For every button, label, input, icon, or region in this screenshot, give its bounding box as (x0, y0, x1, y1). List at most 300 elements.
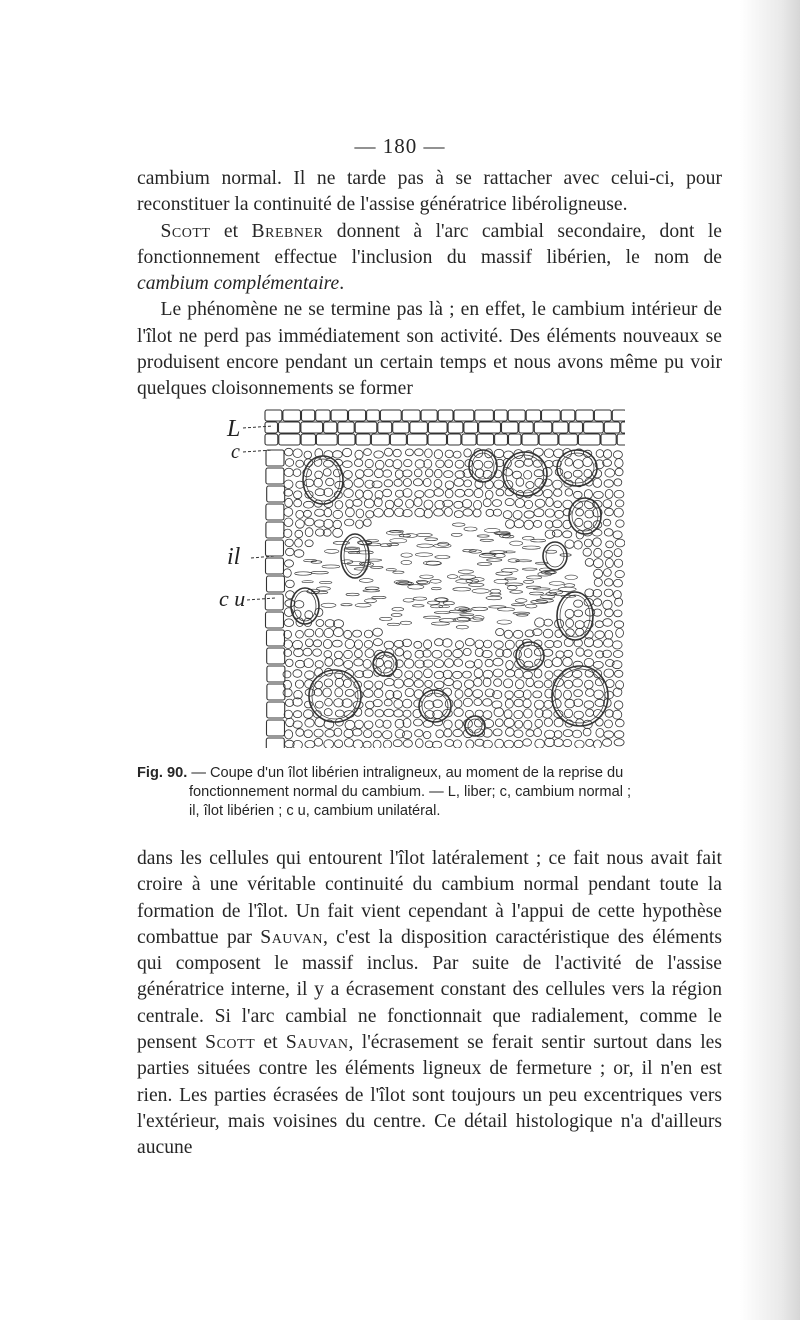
cell (346, 500, 354, 508)
cell (463, 509, 473, 516)
cell (344, 739, 353, 747)
cell (386, 531, 403, 535)
cell (514, 520, 524, 528)
cell (545, 521, 553, 529)
cell (565, 575, 578, 579)
cell (545, 738, 555, 747)
cell (284, 518, 293, 527)
cell (465, 661, 474, 668)
cell (522, 434, 538, 445)
cell (504, 718, 514, 727)
cell (605, 720, 613, 728)
cell (305, 671, 315, 679)
cell (534, 728, 542, 736)
cell (376, 720, 384, 728)
cell (526, 482, 534, 489)
cell (523, 699, 531, 708)
cell (604, 480, 613, 488)
cell (335, 710, 344, 717)
cell (494, 449, 504, 457)
cell (612, 410, 626, 421)
cell (614, 490, 624, 498)
cell (483, 711, 492, 719)
cell (462, 500, 471, 508)
cell (454, 511, 463, 518)
cell (345, 720, 355, 729)
cell (545, 509, 554, 517)
cell (324, 628, 333, 637)
cell (534, 669, 542, 678)
paragraph-text: et (255, 1032, 286, 1054)
cell (425, 469, 433, 477)
cell (578, 434, 600, 445)
cell (605, 559, 613, 568)
cell (613, 451, 622, 459)
cell (293, 711, 301, 718)
cell (403, 534, 417, 538)
cell (472, 589, 489, 593)
cell (474, 659, 482, 668)
cell (604, 422, 620, 433)
cell (506, 728, 515, 736)
cell (556, 651, 564, 658)
cell (294, 499, 302, 507)
cell (604, 551, 613, 558)
cell (325, 730, 335, 738)
cell (524, 520, 533, 529)
cell (614, 621, 623, 628)
cell (583, 548, 591, 556)
cell (474, 489, 483, 498)
cell (454, 700, 462, 708)
page-number: — 180 — (354, 134, 446, 158)
cell (405, 449, 413, 456)
cell (284, 529, 292, 537)
cell (513, 612, 530, 614)
cell (434, 509, 444, 516)
cell (364, 730, 372, 738)
cell (593, 478, 602, 487)
cell (265, 422, 278, 433)
cell (403, 470, 412, 477)
cell (506, 661, 514, 670)
cell (614, 739, 624, 746)
cell (616, 500, 624, 507)
cell (434, 450, 442, 459)
cell (294, 648, 304, 656)
cell (523, 739, 532, 746)
cell (584, 650, 592, 657)
cell (605, 609, 614, 617)
cell (384, 661, 392, 668)
cell (296, 631, 304, 639)
cell (374, 689, 383, 697)
caption-line: fonctionnement normal du cambium. — L, liber; c, cambium normal ; (189, 784, 632, 800)
cell (506, 455, 544, 493)
cell (469, 583, 484, 586)
cell (319, 581, 332, 583)
cell (453, 681, 462, 689)
cell (436, 460, 444, 468)
cell (404, 679, 414, 687)
cell (513, 511, 522, 520)
cell (438, 410, 453, 421)
cell (414, 680, 423, 688)
cell (523, 690, 531, 699)
cell (595, 679, 603, 686)
cell (325, 658, 333, 667)
cell (539, 434, 558, 445)
cell (266, 450, 284, 466)
cell (485, 490, 493, 499)
cell (544, 680, 552, 688)
cell (616, 520, 624, 527)
cell (523, 671, 532, 679)
cell (305, 528, 313, 537)
cell (466, 740, 474, 749)
cell (266, 540, 284, 556)
cell (363, 741, 371, 748)
cell (344, 661, 353, 669)
cell (315, 471, 323, 479)
cell (365, 587, 379, 590)
cell (353, 740, 363, 749)
cell (535, 719, 543, 727)
cell (605, 490, 613, 499)
cell (420, 575, 434, 578)
cell (507, 586, 517, 590)
cell (395, 719, 404, 728)
cell (565, 489, 573, 496)
cell (445, 450, 453, 458)
cell (304, 501, 314, 508)
cell (489, 606, 506, 608)
cell (593, 640, 602, 648)
cell (454, 410, 474, 421)
cell (434, 671, 444, 678)
cell (383, 731, 392, 739)
cell (594, 559, 604, 568)
cell (304, 451, 312, 459)
cell (284, 619, 293, 627)
cell (265, 594, 283, 610)
cell (494, 480, 504, 489)
cell (315, 520, 325, 527)
cell (503, 511, 512, 519)
cell (593, 538, 602, 547)
cell (464, 527, 477, 531)
cell (594, 548, 602, 557)
leader-line (243, 426, 273, 428)
cell (412, 605, 424, 607)
cell (444, 508, 452, 517)
cell (431, 622, 449, 625)
cell (305, 719, 314, 727)
cell (436, 730, 444, 738)
cell (355, 691, 363, 699)
cell (513, 630, 522, 638)
cell (494, 641, 504, 649)
cell (315, 629, 323, 638)
cell (473, 460, 482, 469)
cell (375, 681, 383, 689)
cell (497, 620, 512, 624)
cell (373, 628, 383, 636)
cell (584, 521, 592, 528)
cell (593, 609, 602, 616)
cell (484, 640, 492, 648)
cell (474, 699, 482, 706)
cell (403, 710, 411, 717)
cell (522, 568, 537, 570)
cell (424, 500, 433, 509)
cell (546, 498, 554, 507)
cell (424, 669, 433, 678)
cell (435, 639, 444, 646)
cell (323, 469, 331, 477)
cell (534, 681, 543, 688)
cell (545, 730, 555, 739)
cell (301, 422, 323, 433)
cell (464, 449, 472, 457)
cell (434, 544, 451, 548)
cell (295, 539, 303, 547)
cell (522, 546, 540, 549)
cell (324, 740, 334, 749)
cell (575, 740, 584, 748)
cell (493, 658, 503, 666)
cell (574, 600, 583, 607)
cell (594, 410, 611, 421)
cell (573, 670, 582, 677)
cell (494, 554, 505, 558)
cell (593, 590, 602, 598)
cell (554, 641, 562, 648)
cell (448, 422, 463, 433)
cell (331, 410, 347, 421)
cell (365, 480, 374, 488)
cell (414, 700, 422, 707)
leader-line (247, 598, 275, 600)
cell (477, 535, 489, 537)
cell (523, 580, 533, 583)
cell (365, 649, 374, 658)
cell (544, 660, 552, 668)
cell (505, 670, 515, 677)
cell (380, 617, 393, 620)
cell (453, 740, 461, 748)
cell (335, 688, 343, 697)
cell (356, 520, 364, 528)
cell (516, 478, 524, 486)
cell (302, 581, 313, 583)
cell (431, 587, 441, 589)
cell (460, 614, 474, 616)
cell (373, 652, 397, 676)
cell (524, 649, 532, 658)
cell (335, 740, 343, 748)
caption-line: il, îlot libérien ; c u, cambium unilatéral. (189, 803, 441, 819)
cell (333, 520, 341, 528)
cell (614, 549, 622, 557)
cell (302, 410, 315, 421)
cell (505, 699, 513, 708)
cell (483, 499, 491, 507)
cell (496, 489, 504, 496)
cell (462, 434, 476, 445)
cell (345, 689, 354, 696)
cell (573, 460, 583, 469)
cell (405, 671, 413, 679)
cell (456, 579, 473, 583)
cell (293, 640, 303, 649)
cell (403, 599, 414, 603)
cell (613, 641, 623, 649)
cell (616, 628, 624, 637)
cell (533, 691, 542, 698)
cell (316, 410, 330, 421)
author-name: Brebner (251, 220, 324, 242)
cell (605, 710, 613, 718)
cell (594, 578, 602, 586)
cell (526, 410, 540, 421)
cell (410, 422, 428, 433)
cell (414, 498, 422, 507)
cell (494, 708, 504, 717)
cell (266, 558, 284, 574)
cell (443, 670, 452, 678)
cell (516, 560, 532, 562)
cell (315, 489, 325, 496)
cell (463, 648, 471, 655)
cell (283, 569, 291, 577)
cell (364, 681, 373, 689)
cell (496, 572, 513, 575)
cell (560, 554, 571, 557)
cell (496, 629, 504, 636)
cell (473, 509, 481, 517)
cell (439, 606, 450, 608)
cell (615, 539, 625, 547)
cell (424, 509, 432, 518)
cell (407, 434, 427, 445)
cell (295, 572, 312, 575)
cell (390, 434, 406, 445)
cell (415, 730, 423, 737)
cell (447, 575, 457, 579)
cell (417, 544, 434, 548)
cell (454, 501, 463, 508)
cell (553, 480, 563, 489)
cell (279, 434, 300, 445)
cell (404, 651, 412, 659)
cell (293, 721, 302, 728)
cell (563, 531, 572, 538)
cell (414, 719, 423, 726)
cell (285, 560, 294, 567)
cell (614, 559, 622, 567)
cell (416, 739, 424, 748)
cell (345, 519, 354, 526)
cell (383, 489, 392, 497)
cell (493, 669, 503, 677)
cell (565, 699, 575, 708)
cell (394, 700, 403, 709)
paragraph: cambium normal. Il ne tarde pas à se rattacher avec celui-ci, pour reconstituer la continuité de l'assise génératrice libéroligneuse. (137, 168, 722, 216)
cell (605, 691, 614, 699)
cell (544, 700, 552, 708)
cell (474, 678, 482, 686)
cell (404, 659, 413, 668)
cell (574, 491, 583, 498)
cell (433, 700, 443, 708)
cell (514, 699, 523, 707)
cell (444, 650, 452, 657)
cell (383, 720, 391, 728)
cell (386, 569, 396, 571)
cell (511, 604, 524, 606)
cell (284, 468, 293, 476)
cell (483, 670, 493, 678)
cell (323, 688, 332, 697)
cell (315, 681, 323, 689)
cell (504, 451, 514, 459)
cell (283, 410, 301, 421)
cell (574, 711, 584, 719)
cell (563, 740, 572, 747)
cell (423, 731, 431, 738)
cell (321, 603, 336, 607)
cell (374, 451, 384, 458)
cell (486, 509, 494, 516)
cell (387, 623, 400, 625)
cell (354, 479, 364, 488)
cell (445, 740, 454, 747)
cell (304, 479, 314, 487)
cell (574, 699, 583, 707)
cell (584, 658, 594, 666)
cell (313, 649, 322, 656)
cell (286, 548, 295, 556)
cell (380, 544, 391, 547)
cell (363, 660, 371, 669)
cell (492, 701, 502, 708)
cell (363, 490, 372, 499)
cell (364, 469, 373, 476)
author-name: Sauvan (285, 1032, 349, 1054)
cell (346, 593, 359, 596)
cell (284, 640, 293, 649)
cell (265, 434, 278, 445)
paragraph-text: . (339, 273, 345, 295)
cell (534, 520, 542, 527)
cell (363, 519, 371, 526)
cell (400, 621, 411, 624)
cell (483, 470, 492, 478)
cell (453, 649, 463, 657)
cell (375, 460, 384, 469)
cell (314, 729, 323, 737)
cell (614, 701, 623, 709)
cell (534, 422, 552, 433)
cell (554, 731, 562, 738)
paragraph-text: , c'est la disposition caractéristique des éléments qui composent le massif inclus. Par suite de l'activité de l'assise génératrice interne, il y a écrasement constant des cellules vers la région centrale. Si l'arc cambial ne fonctionnait que radialement, comme le pensent (137, 926, 722, 1054)
cell (425, 449, 433, 458)
cell (384, 699, 392, 706)
cell (584, 539, 592, 547)
cell (352, 729, 362, 736)
cell (384, 679, 394, 686)
